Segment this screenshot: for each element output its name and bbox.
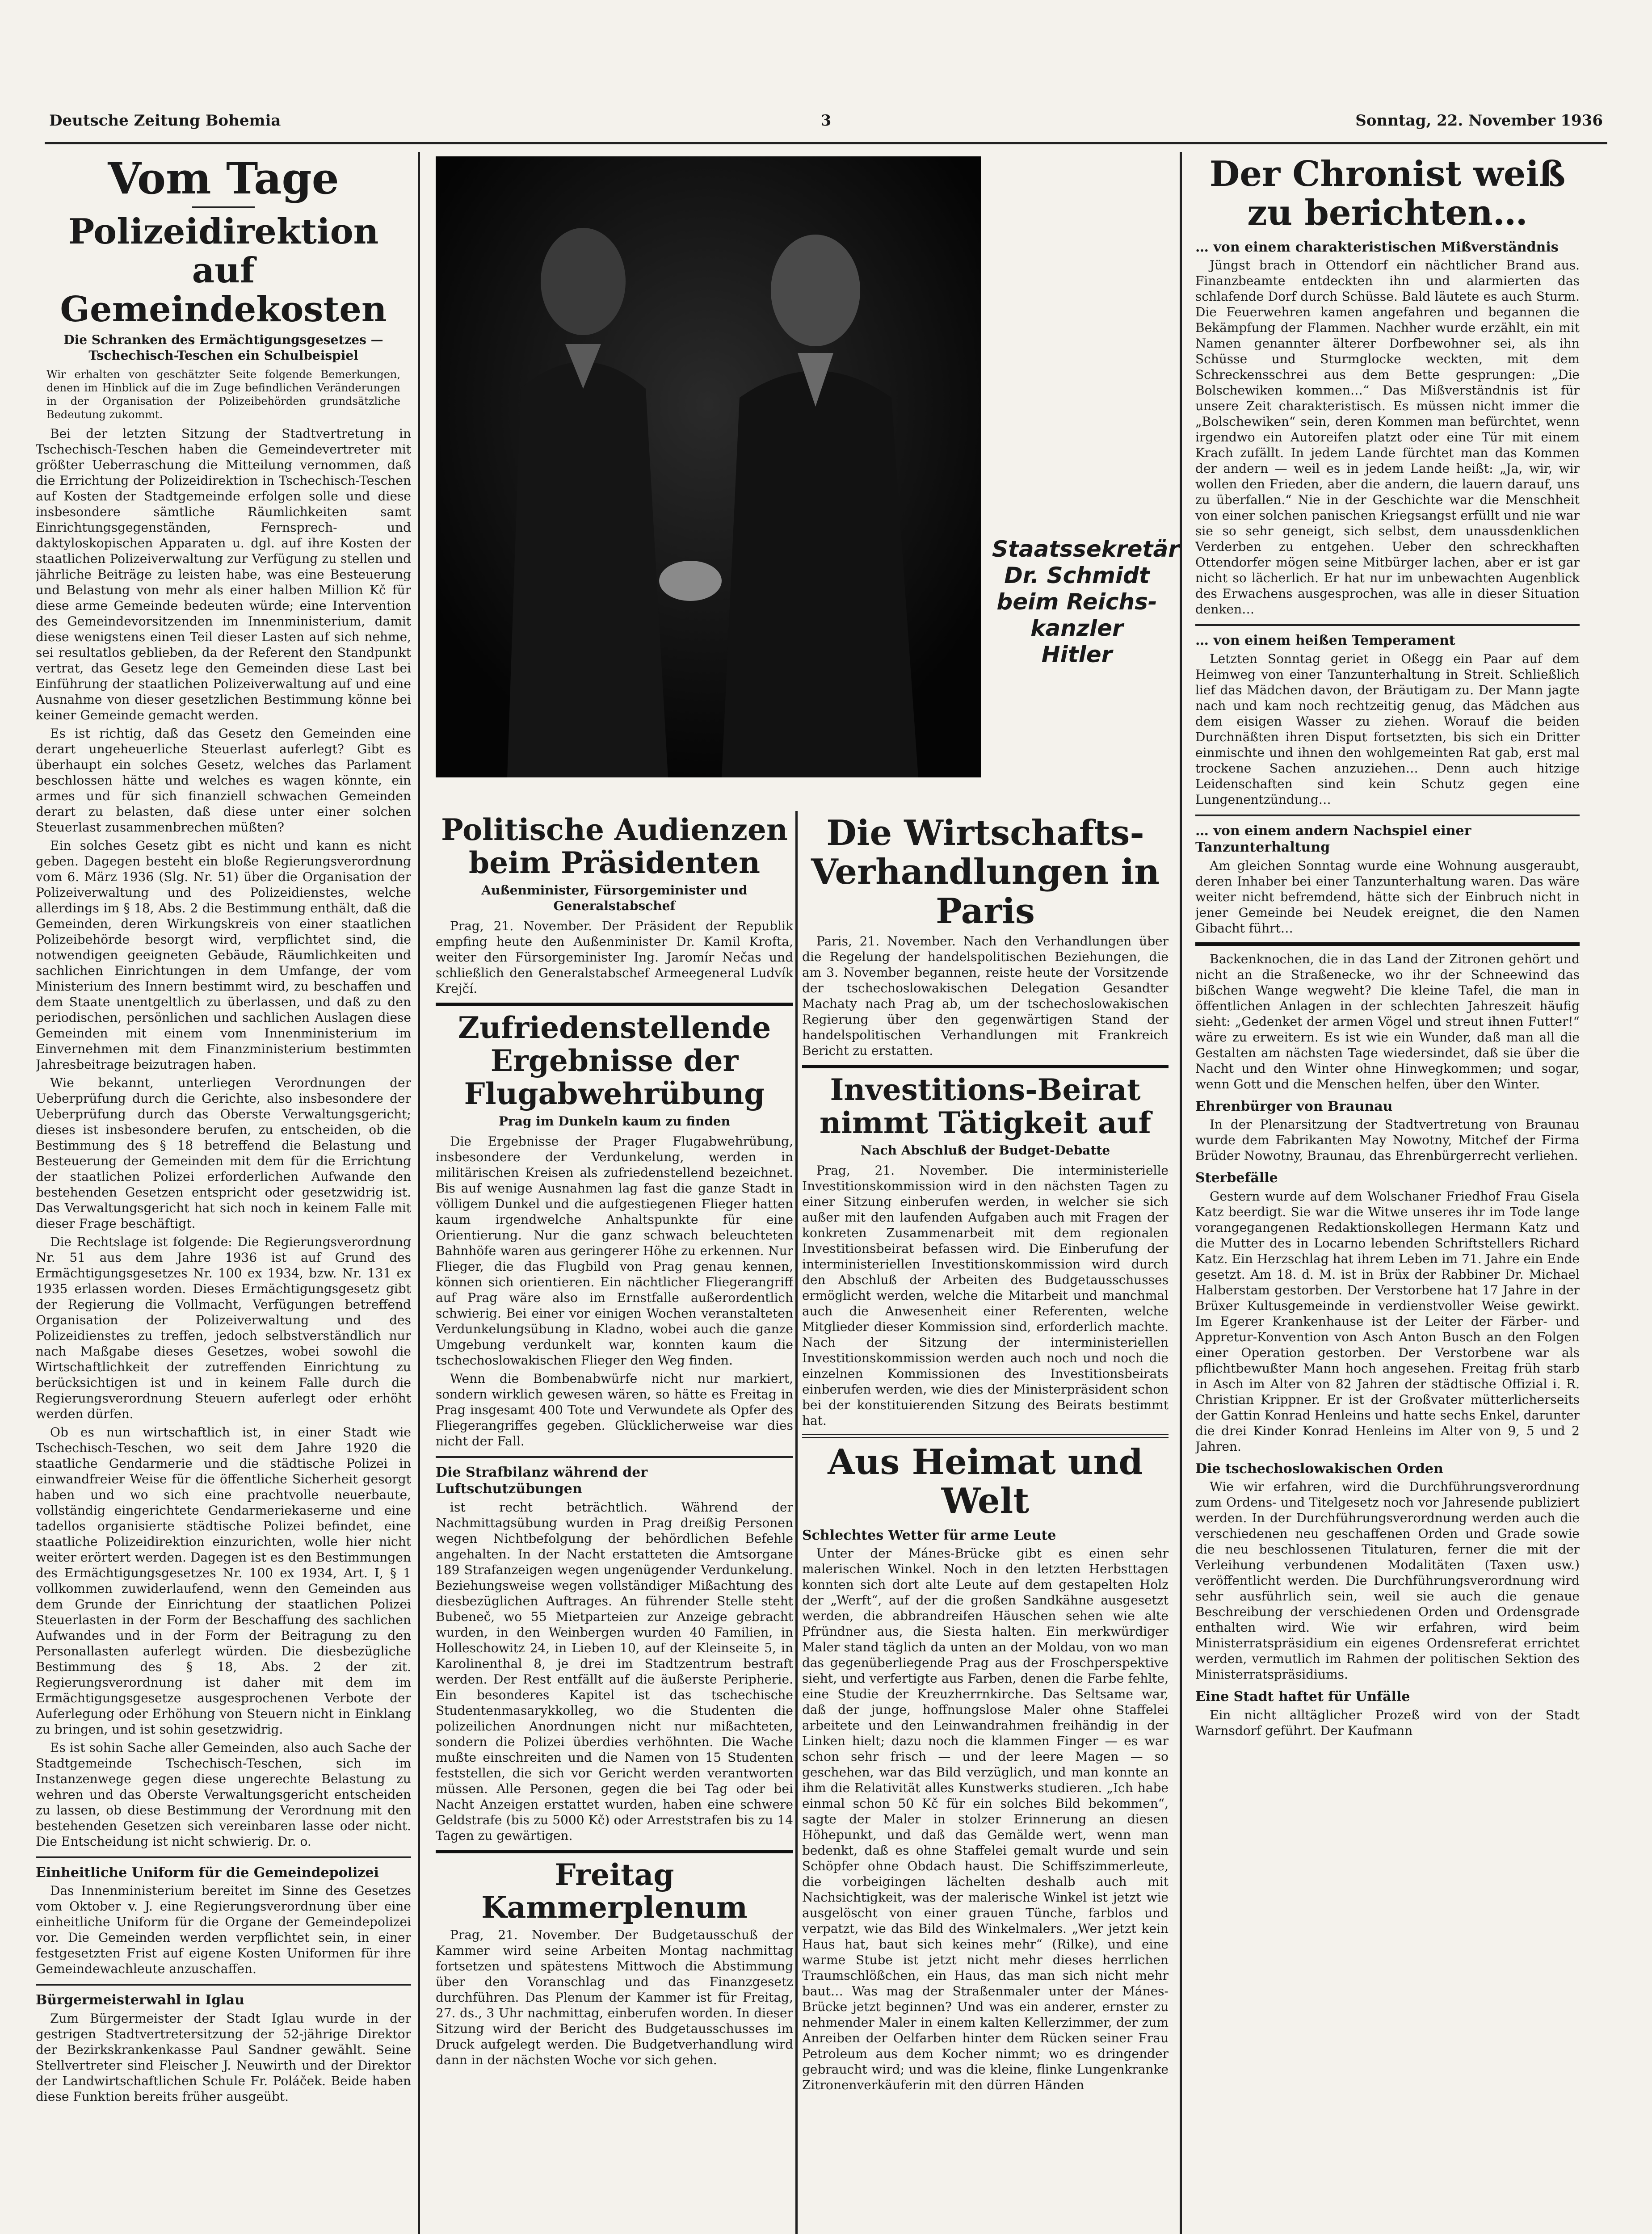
paragraph: Die Rechtslage ist folgende: Die Regierungsverordnung Nr. 51 aus dem Jahre 1936 ist auf Grund des Ermächtigungsgesetzes Nr. 100 ex 1934, bzw. Nr. 131 ex 1935 erlassen worden. Dieses Ermächtigungsgesetz gibt der Regierung die Vollmacht, Verfügungen betreffend Organisation der Polizeiverwaltung und des Polizeidienstes zu treffen, jedoch selbstverständlich nur nach Maßgabe dieses Gesetzes, wobei sowohl die Wirtschaftlichkeit der zutreffenden Einrichtung zu berücksichtigen ist und in keinem Falle durch die Regierungsverordnung Steuern auferlegt oder erhöht werden dürfen. (36, 1234, 411, 1421)
headline-polizeidirektion: Polizeidirektion auf Gemeindekosten (60, 211, 387, 330)
section-rule (436, 1003, 793, 1006)
subline-investitionsbeirat: Nach Abschluß der Budget-Debatte (860, 1142, 1110, 1158)
caption-line: Dr. Schmidt (1004, 563, 1150, 588)
paragraph: Ein solches Gesetz gibt es nicht und kann es nicht geben. Dagegen besteht ein bloße Regierungsverordnung vom 6. März 1936 (Slg. Nr. 51) über die Organisation der Polizeiverwaltung und des Polizeidienstes, welche allerdings im § 18, Abs. 2 die Bestimmung enthält, daß die Gemeinden, deren Wirkungskreis von einer staatlichen Polizeibehörde besorgt wird, verpflichtet sind, die notwendigen geeigneten Gebäude, Räumlichkeiten und sachlichen Einrichtungen in dem Umfange, der vom Ministerium des Innern bestimmt wird, zu beschaffen und dem Staate unentgeltlich zu überlassen, und daß zu den periodischen, persönlichen und sachlichen Auslagen diese Gemeinden mit einem vom Innenministerium im Einvernehmen mit dem Finanzministerium bestimmten Jahresbeitrage beizutragen haben. (36, 838, 411, 1072)
section-rule (36, 1984, 411, 1986)
headline-audienzen: Politische Audienzen beim Präsidenten (441, 812, 788, 880)
headline-kammerplenum: Freitag Kammerplenum (481, 1857, 748, 1925)
column-politik (436, 811, 793, 2234)
paragraph-uniform: Das Innenministerium bereitet im Sinne des Gesetzes vom Oktober v. J. eine Regierungsverordnung über eine einheitliche Uniform für die Organe der Gemeindepolizei vor. Die Gemeinden werden verpflichtet sein, in einer festgesetzten Frist auf eigene Kosten Uniformen für ihre Gemeindewachleute anzuschaffen. (36, 1883, 411, 1977)
column-rule-3 (1180, 152, 1182, 2234)
column-vom-tage (36, 152, 411, 2234)
title-rule (192, 206, 255, 208)
caption-line: beim Reichs- (996, 589, 1157, 615)
paragraph: Es ist richtig, daß das Gesetz den Gemeinden eine derart ungeheuerliche Steuerlast auferlegt? Gibt es überhaupt ein solches Gesetz, welches das Parlament beschlossen hätte und welches es wagen könnte, ein armes und für sich finanziell schwachen Gemeinden derart zu belasten, daß diese unter einer solchen Steuerlast zusammenbrechen müßten? (36, 726, 411, 835)
section-rule (802, 1434, 1169, 1438)
middle-block (436, 811, 1169, 2234)
heading-temperament: … von einem heißen Temperament (1195, 633, 1455, 649)
newspaper-title: Deutsche Zeitung Bohemia (49, 112, 281, 130)
paragraph-kammerplenum: Prag, 21. November. Der Budgetausschuß der Kammer wird seine Arbeiten Montag nachmittag fortsetzen und spätestens Mittwoch die Abstimmung über den Voranschlag und das Finanzgesetz durchführen. Das Plenum der Kammer ist für Freitag, 27. ds., 3 Uhr nachmittag, einberufen worden. In dieser Sitzung wird der Bericht des Budgetausschusses im Druck aufgelegt werden. Die Budgetverhandlung wird dann in der nächsten Woche vor sich gehen. (436, 1927, 793, 2068)
subline-flugabwehr: Prag im Dunkeln kaum zu finden (499, 1113, 730, 1129)
photo-schmidt-hitler (436, 156, 981, 777)
section-rule (1195, 815, 1580, 816)
paragraph: Wenn die Bombenabwürfe nicht nur markiert, sondern wirklich gewesen wären, so hätte es Freitag in Prag insgesamt 400 Tote und Verwundete als Opfer des Fliegerangriffes gegeben. Glücklicherweise war dies nicht der Fall. (436, 1371, 793, 1449)
paragraph: Unter der Mánes-Brücke gibt es einen sehr malerischen Winkel. Noch in den letzten Herbsttagen konnten sich dort alte Leute auf dem gestapelten Holz der „Werft“, auf der die großen Sandkähne ausgesetzt werden, die abbrandreifen Häuschen sehen wie alte Pfründner aus, die Siesta halten. Ein merkwürdiger Maler stand täglich da unten an der Moldau, von wo man das gegenüberliegende Prag aus der Froschperspektive sieht, und verfertigte aus Farben, denen die Farbe fehlte, eine Studie der Kreuzherrnkirche. Das Seltsame war, daß der junge, hoffnungslose Maler ohne Staffelei arbeitete und den Leinwandrahmen freihändig in der Linken hielt; dazu noch die klammen Finger — es war schon sehr frisch — und der leere Magen — so geschehen, war das Bild verzüglich, und man konnte an ihm die Relativität alles Kunstwerks studieren. „Ich habe einmal schon 50 Kč für ein solches Bild bekommen“, sagte der Maler in stolzer Erinnerung an diesen Höhepunkt, und daß das Gemälde wert, wenn man bedenkt, daß es ohne Staffelei gemalt wurde und sein Schöpfer ohne Obdach haust. Die Schiffszimmerleute, die vorbeigingen lächelten deshalb auch mit Nachsichtigkeit, was der malerische Winkel ist jetzt wie ausgelöscht von einer grauen Tünche, farblos und verpatzt, wie das Bild des Winkelmalers. „Wer jetzt kein Haus hat, baut sich keines mehr“ (Rilke), und eine warme Stube ist jetzt nicht mehr dieses herrlichen Traumschlößchen, ein Haus, das man sich nicht mehr baut… Was mag der Straßenmaler unter der Mánes-Brücke jetzt beginnen? Und was ein anderer, ernster zu nehmender Maler in einem kalten Kellerzimmer, der zum Anreiben der Oelfarben hinter dem Rücken seiner Frau Petroleum aus dem Kocher nimmt; wo es dringender gebraucht wird; und was die kleine, flinke Lungenkranke Zitronenverkäuferin mit den dürren Händen (802, 1546, 1169, 2093)
photo-figures (436, 156, 981, 777)
paragraph-voegel: Backenknochen, die in das Land der Zitronen gehört und nicht an die Straßenecke, wo ihr der Schneewind das bißchen Wange wegweht? Die kleine Tafel, die man in öffentlichen Anlagen in der schlechten Jahreszeit häufig sieht: „Gedenket der armen Vögel und streut ihnen Futter!“ wäre zu erweitern. Es ist wie ein Wunder, daß man all die Gestalten am nächsten Tage wiedersindet, daß sie über die Nacht und den Winter ohne Hinwegkommen; und sogar, wenn Gott und die Menschen helfen, über den Winter. (1195, 951, 1580, 1092)
column-chronist (1195, 152, 1580, 2234)
subline-polizeidirektion: Die Schranken des Ermächtigungsgesetzes — Tschechisch-Teschen ein Schulbeispiel (63, 332, 383, 363)
paragraph: Letzten Sonntag geriet in Oßegg ein Paar auf dem Heimweg von einer Tanzunterhaltung in Streit. Schließlich lief das Mädchen davon, der Bräutigam zu. Der Mann jagte nach und kam noch rechtzeitig genug, das Mädchen aus dem eisigen Wasser zu ziehen. Worauf die beiden Durchnäßten ihren Disput fortsetzten, bis sich ein Dritter einmischte und ihnen den wohlgemeinten Rat gab, erst mal trockene Sachen anzuziehen… Denn auch hitzige Leidenschaften sind kein Schutz gegen eine Lungenentzündung… (1195, 651, 1580, 807)
paragraph: Bei der letzten Sitzung der Stadtvertretung in Tschechisch-Teschen haben die Gemeindevertreter mit größter Ueberraschung die Mitteilung vernommen, daß die Errichtung der Polizeidirektion in Tschechisch-Teschen auf Kosten der Stadtgemeinde erfolgen solle und diese insbesondere sämtliche Räumlichkeiten samt Einrichtungsgegenständen, Fernsprech- und daktyloskopischen Apparaten u. dgl. auf ihre Kosten der staatlichen Polizeiverwaltung zur Verfügung zu stellen und jährliche Beiträge zu leisten habe, was eine Besteuerung und Belastung von mehr als einer halben Million Kč für diese arme Gemeinde bedeuten würde; eine Intervention des Gemeindevorsitzenden im Innenministerium, damit diese wenigstens einen Teil dieser Lasten auf sich nehme, sei resultatlos geblieben, da der Referent den Standpunkt vertrat, das Gesetz lege den Gemeinden diese Last bei Einführung der staatlichen Polizeiverwaltung auf und eine Ausnahme von dieser gesetzlichen Bestimmung könne bei keiner Gemeinde gemacht werden. (36, 426, 411, 722)
heading-sterbefaelle: Sterbefälle (1195, 1170, 1278, 1186)
heading-stadt-haftet: Eine Stadt haftet für Unfälle (1195, 1689, 1410, 1705)
section-title: Vom Tage (108, 153, 339, 204)
photo-caption (992, 536, 1179, 668)
headline-heimat-welt: Aus Heimat und Welt (828, 1441, 1143, 1522)
section-rule (436, 1456, 793, 1458)
headline-wirtschaft: Die Wirtschafts-Verhandlungen in Paris (811, 813, 1160, 932)
paragraph: Ob es nun wirtschaftlich ist, in einer Stadt wie Tschechisch-Teschen, wo seit dem Jahre 1920 die staatliche Gendarmerie und die städtische Polizei in einwandfreier Weise für die öffentliche Sicherheit gesorgt haben und wo sich eine prachtvolle neuerbaute, vollständig eingerichtete Gendarmeriekaserne und eine tadellos organisierte städtische Polizei befindet, eine staatliche Polizeidirektion einzurichten, wolle hier nicht weiter erörtert werden. Dagegen ist es den Bestimmungen des Ermächtigungsgesetzes Nr. 100 ex 1934, Art. I, § 1 vollkommen zuwiderlaufend, wenn den Gemeinden aus dem Grunde der Einrichtung der staatlichen Polizei Steuerlasten in der Form der Beschaffung des sachlichen Aufwandes und in der Form der Beitragung zu den Personallasten auferlegt würden. Die diesbezügliche Bestimmung des § 18, Abs. 2 der zit. Regierungsverordnung ist daher mit dem im Ermächtigungsgesetze ausgesprochenen Verbote der Auferlegung oder Erhöhung von Steuern nicht in Einklang zu bringen, und ist sohin gesetzwidrig. (36, 1424, 411, 1737)
paragraph-wirtschaft: Paris, 21. November. Nach den Verhandlungen über die Regelung der handelspolitischen Beziehungen, die am 3. November begannen, reiste heute der Vorsitzende der tschechoslowakischen Delegation Gesandter Machaty nach Prag ab, um der tschechoslowakischen Regierung über den gegenwärtigen Stand der handelspolitischen Verhandlungen mit Frankreich Bericht zu erstatten. (802, 934, 1169, 1058)
paragraph: Es ist sohin Sache aller Gemeinden, also auch Sache der Stadtgemeinde Tschechisch-Teschen, sich im Instanzenwege gegen diese ungerechte Belastung zu wehren und das Oberste Verwaltungsgericht entscheiden zu lassen, ob diese Bestimmung der Verordnung mit den bestehenden Gesetzen sich vereinbaren lasse oder nicht. Die Entscheidung ist nicht schwierig. Dr. o. (36, 1740, 411, 1849)
caption-line: kanzler Hitler (1030, 615, 1123, 668)
masthead-rule (45, 142, 1607, 144)
subline-audienzen: Außenminister, Fürsorgeminister und Generalstabschef (481, 882, 748, 913)
paragraph: Jüngst brach in Ottendorf ein nächtlicher Brand aus. Finanzbeamte entdeckten ihn und alarmierten das schlafende Dorf durch Schüsse. Bald läutete es auch Sturm. Die Feuerwehren kamen angefahren und begannen die Bekämpfung der Flammen. Nachher wurde erzählt, ein mit Namen genannter älterer Dorfbewohner sei, als ihn Schüsse und Sturmglocke weckten, mit dem Schreckensschrei aus dem Bette gesprungen: „Die Bolschewiken kommen…“ Das Mißverständnis ist für unsere Zeit charakteristisch. Es müssen nicht immer die „Bolschewiken“ sein, deren Kommen man befürchtet, wenn irgendwo ein Autoreifen platzt oder eine Tür mit einem Krach zufällt. In jedem Lande fürchtet man das Kommen der andern — weil es in jedem Lande heißt: „Ja, wir, wir wollen den Frieden, aber die andern, die lauern darauf, uns zu überfallen.“ Nie in der Geschichte war die Menschheit von einer solchen panischen Kriegsangst erfüllt und nie war sie so sehr geneigt, sich selbst, dem unaussdenklichen Verderben zu entgehen. Ueber den schreckhaften Ottendorfer mögen seine Mitbürger lachen, aber er ist gar nicht so lächerlich. Er hat nur im unbewachten Augenblick des Erwachens ausgesprochen, was alle in dieser Situation denken… (1195, 258, 1580, 617)
masthead (49, 112, 1603, 139)
headline-chronist: Der Chronist weiß zu berichten… (1209, 154, 1566, 234)
paragraph: Die Ergebnisse der Prager Flugabwehrübung, insbesondere der Verdunkelung, werden in militärischen Kreisen als zufriedenstellend bezeichnet. Bis auf wenige Ausnahmen lag fast die ganze Stadt in völligem Dunkel und die aufgestiegenen Flieger hatten kaum irgendwelche Anhaltspunkte für eine Orientierung. Nur die ganz schwach beleuchteten Bahnhöfe waren aus geringerer Höhe zu erkennen. Nur Flieger, die das Flugbild von Prag genau kennen, können sich orientieren. Ein nächtlicher Fliegerangriff auf Prag wäre also im Ernstfalle außerordentlich schwierig. Bei einer vor einigen Wochen veranstalteten Verdunkelungsübung in Kladno, wobei auch die ganze Umgebung verdunkelt war, konnten kaum die tschechoslowakischen Flieger den Weg finden. (436, 1134, 793, 1368)
heading-ehrenbuerger: Ehrenbürger von Braunau (1195, 1098, 1393, 1114)
section-rule (436, 1850, 793, 1853)
heading-orden: Die tschechoslowakischen Orden (1195, 1461, 1443, 1477)
heading-tanzunterhaltung: … von einem andern Nachspiel einer Tanzunterhaltung (1195, 823, 1471, 856)
issue-date: Sonntag, 22. November 1936 (1355, 112, 1603, 130)
section-rule (36, 1856, 411, 1858)
section-rule (1195, 624, 1580, 626)
caption-line: Staatssekretär (992, 536, 1179, 562)
column-wirtschaft (802, 811, 1169, 2234)
section-rule (802, 1065, 1169, 1068)
heading-schlechtes-wetter: Schlechtes Wetter für arme Leute (802, 1527, 1056, 1543)
paragraph-iglau: Zum Bürgermeister der Stadt Iglau wurde in der gestrigen Stadtvertretersitzung der 52-jährige Direktor der Bezirkskrankenkasse Paul Sandner gewählt. Seine Stellvertreter sind Fleischer J. Neuwirth und der Direktor der Landwirtschaftlichen Schule Fr. Poláček. Beide haben diese Funktion bereits früher ausgeübt. (36, 2011, 411, 2104)
page-number: 3 (820, 112, 832, 130)
lead-polizeidirektion: Wir erhalten von geschätzter Seite folgende Bemerkungen, denen im Hinblick auf die im Zuge befindlichen Veränderungen in der Organisation der Polizeibehörden grundsätzliche Bedeutung zukommt. (46, 368, 400, 421)
heading-missverstaendnis: … von einem charakteristischen Mißverständnis (1195, 239, 1559, 255)
heading-strafbilanz: Die Strafbilanz während der Luftschutzübungen (436, 1464, 648, 1497)
paragraph: ist recht beträchtlich. Während der Nachmittagsübung wurden in Prag dreißig Personen wegen Nichtbefolgung der behördlichen Befehle angehalten. In der Nacht erstatteten die Amtsorgane 189 Strafanzeigen wegen ungenügender Verdunkelung. Beziehungsweise wegen vollständiger Mißachtung des diesbezüglichen Auftrages. An führender Stelle steht Bubeneč, wo 55 Mietparteien zur Anzeige gebracht wurden, in den Weinbergen wurden 40 Familien, in Holleschowitz 24, in Lieben 10, auf der Kleinseite 5, in Karolinenthal 8, je drei im Stadtzentrum bestraft werden. Der Rest entfällt auf die äußerste Peripherie. Ein besonderes Kapitel ist das tschechische Studentenmasarykkolleg, wo die Studenten die polizeilichen Anordnungen nicht nur mißachteten, sondern die Polizei überdies verhöhnten. Die Wache mußte einschreiten und die Namen von 15 Studenten feststellen, die sich vor Gericht werden verantworten müssen. Alle Personen, gegen die bei Tag oder bei Nacht Anzeigen erstattet wurden, haben eine schwere Geldstrafe (bis zu 5000 Kč) oder Arreststrafen bis zu 14 Tagen zu gewärtigen. (436, 1499, 793, 1843)
headline-investitionsbeirat: Investitions-Beirat nimmt Tätigkeit auf (819, 1072, 1152, 1140)
paragraph: Gestern wurde auf dem Wolschaner Friedhof Frau Gisela Katz beerdigt. Sie war die Witwe unseres ihr im Tode lange vorangegangenen Redaktionskollegen Hermann Katz und die Mutter des in Locarno lebenden Schriftstellers Richard Katz. Ein Herzschlag hat ihrem Leben im 71. Jahre ein Ende gesetzt. Am 18. d. M. ist in Brüx der Rabbiner Dr. Michael Halberstam gestorben. Der Verstorbene hat 17 Jahre in der Brüxer Kultusgemeinde in verdienstvoller Weise gewirkt. Im Egerer Krankenhause ist der Leiter der Färber- und Appretur-Konvention von Asch Anton Busch an den Folgen einer Operation gestorben. Der Verstorbene war als pflichtbewußter Mann hoch angesehen. Freitag früh starb in Asch im Alter von 82 Jahren der städtische Offizial i. R. Christian Krippner. Er ist der Großvater mütterlicherseits der Gattin Konrad Henleins und hatte sechs Enkel, darunter die drei Kinder Konrad Henleins im Alter von 9, 5 und 2 Jahren. (1195, 1188, 1580, 1454)
heading-iglau: Bürgermeisterwahl in Iglau (36, 1992, 244, 2008)
paragraph: Ein nicht alltäglicher Prozeß wird von der Stadt Warnsdorf geführt. Der Kaufmann (1195, 1707, 1580, 1738)
column-rule-1 (418, 152, 420, 2234)
heading-uniform: Einheitliche Uniform für die Gemeindepolizei (36, 1864, 379, 1881)
paragraph-audienzen: Prag, 21. November. Der Präsident der Republik empfing heute den Außenminister Dr. Kamil Krofta, weiter den Fürsorgeminister Ing. Jaromír Nečas und schließlich den Generalstabschef Armeegeneral Ludvík Krejčí. (436, 918, 793, 996)
paragraph-investitionsbeirat: Prag, 21. November. Die interministerielle Investitionskommission wird in den nächsten Tagen zu einer Sitzung einberufen werden, in welcher sie sich außer mit den laufenden Aufgaben auch mit Fragen der konkreten Zusammenarbeit mit dem regionalen Investitionsbeirat befassen wird. Die Einberufung der interministeriellen Investitionskommission wird durch den Abschluß der Arbeiten des Budgetausschusses ermöglicht werden, welche die Mitarbeit und manchmal auch die Anwesenheit einer Referenten, welche Mitglieder dieser Kommission sind, erforderlich machte. Nach der Sitzung der interministeriellen Investitionskommission werden auch noch und noch die einzelnen Kommissionen des Investitionsbeirats einberufen werden, wie dies der Ministerpräsident schon bei der konstituierenden Sitzung des Beirats bestimmt hat. (802, 1163, 1169, 1428)
paragraph: Am gleichen Sonntag wurde eine Wohnung ausgeraubt, deren Inhaber bei einer Tanzunterhaltung waren. Das wäre weiter nicht befremdend, hätte sich der Einbruch nicht in jener Gemeinde bei Neudek ereignet, die den Namen Gibacht führt… (1195, 858, 1580, 936)
paragraph: Wie wir erfahren, wird die Durchführungsverordnung zum Ordens- und Titelgesetz noch vor Jahresende publiziert werden. In der Durchführungsverordnung werden auch die verschiedenen neu geschaffenen Orden und Grade sowie die neu beschlossenen Titulaturen, ferner die mit der Verleihung verbundenen Modalitäten (Taxen usw.) veröffentlicht werden. Die Durchführungsverordnung wird sehr ausführlich sein, weil sie auch die genaue Beschreibung der verschiedenen Orden und Ordensgrade enthalten wird. Wie wir erfahren, wird beim Ministerratspräsidium ein eigenes Ordensreferat errichtet werden, vermutlich im Rahmen der politischen Sektion des Ministerratspräsidiums. (1195, 1479, 1580, 1682)
paragraph: Wie bekannt, unterliegen Verordnungen der Ueberprüfung durch die Gerichte, also insbesondere der Ueberprüfung durch das Oberste Verwaltungsgericht; dieses ist insbesondere berufen, zu entscheiden, ob die Bestimmung des § 18 betreffend die Belastung und Besteuerung der Gemeinden mit dem für die Errichtung der staatlichen Polizei erforderlichen Aufwande den bestehenden Gesetzen entspricht oder gesetzwidrig ist. Das Verwaltungsgericht hat sich noch in keinem Falle mit dieser Frage beschäftigt. (36, 1075, 411, 1231)
headline-flugabwehr: Zufriedenstellende Ergebnisse der Flugabwehrübung (458, 1010, 771, 1111)
section-rule (1195, 942, 1580, 946)
paragraph: In der Plenarsitzung der Stadtvertretung von Braunau wurde dem Fabrikanten May Nowotny, Mitchef der Firma Brüder Nowotny, Braunau, das Ehrenbürgerrecht verliehen. (1195, 1117, 1580, 1163)
